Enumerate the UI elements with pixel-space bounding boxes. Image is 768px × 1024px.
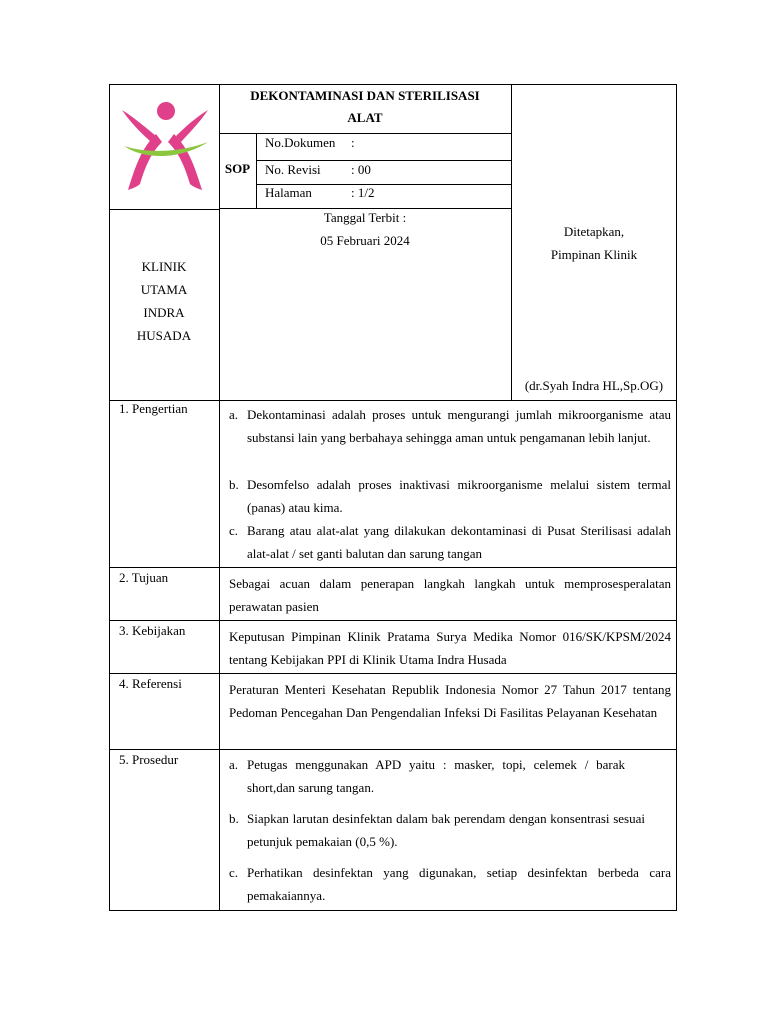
section-label-referensi: 4. Referensi: [119, 676, 182, 691]
prosedur-text-b: Siapkan larutan desinfektan dalam bak perendam dengan konsentrasi sesuai petunjuk pemakaian (0,5 %).: [247, 811, 645, 849]
sop-label: SOP: [224, 161, 251, 176]
prosedur-marker-c: c.: [229, 865, 239, 880]
pengertian-marker-c: c.: [229, 523, 239, 538]
pengertian-marker-b: b.: [229, 477, 239, 492]
pengertian-text-b: Desomfelso adalah proses inaktivasi mikroorganisme melalui sistem termal (panas) atau kima.: [247, 477, 671, 515]
prosedur-text-c: Perhatikan desinfektan yang digunakan, setiap desinfektan berbeda cara pemakaiannya.: [247, 865, 671, 903]
doc-title-line2: ALAT: [347, 110, 383, 125]
tanggal-terbit-value: 05 Februari 2024: [320, 233, 410, 248]
halaman-value: : 1/2: [351, 185, 375, 200]
no-dokumen-value: :: [351, 135, 355, 150]
prosedur-item-b: [229, 807, 645, 853]
pimpinan-label: Pimpinan Klinik: [550, 247, 638, 262]
logo-bottom-line: [109, 209, 220, 210]
prosedur-item-c: [229, 861, 671, 907]
clinic-name-line2: UTAMA: [140, 282, 188, 297]
kebijakan-text: Keputusan Pimpinan Klinik Pratama Surya Medika Nomor 016/SK/KPSM/2024 tentang Kebijakan PPI di Klinik Utama Indra Husada: [229, 629, 671, 667]
title-bottom-line: [219, 133, 512, 134]
pengertian-marker-a: a.: [229, 407, 239, 422]
section-label-tujuan: 2. Tujuan: [119, 570, 169, 585]
row-line-kebijakan: [109, 620, 677, 621]
clinic-name-line4: HUSADA: [136, 328, 192, 343]
pengertian-item-c: [229, 519, 671, 565]
section-label-pengertian: 1. Pengertian: [119, 401, 188, 416]
no-revisi-value: : 00: [351, 162, 371, 177]
row-line-referensi: [109, 673, 677, 674]
logo-left-body: [128, 134, 162, 190]
clinic-logo: [118, 98, 212, 196]
pengertian-item-a: [229, 403, 671, 472]
header-bottom-line: [109, 400, 677, 401]
section-label-prosedur: 5. Prosedur: [119, 752, 179, 767]
logo-head: [157, 102, 175, 120]
pengertian-item-b: [229, 473, 671, 519]
clinic-name-line1: KLINIK: [141, 259, 187, 274]
logo-right-arm: [176, 110, 208, 142]
logo-swoosh: [124, 142, 208, 156]
row-line-prosedur: [109, 749, 677, 750]
doc-title-line1: DEKONTAMINASI DAN STERILISASI: [250, 88, 480, 103]
sop-col-divider: [256, 133, 257, 209]
pengertian-text-a: Dekontaminasi adalah proses untuk mengurangi jumlah mikroorganisme atau substansi lain yang berbahaya sehingga aman untuk pengamanan lebih lanjut.: [247, 407, 671, 445]
referensi-text: Peraturan Menteri Kesehatan Republik Indonesia Nomor 27 Tahun 2017 tentang Pedoman Pencegahan Dan Pengendalian Infeksi Di Fasilitas Pelayanan Kesehatan: [229, 682, 671, 720]
clinic-name-line3: INDRA: [143, 305, 185, 320]
tanggal-terbit-label: Tanggal Terbit :: [323, 210, 407, 225]
ditetapkan-label: Ditetapkan,: [563, 224, 625, 239]
logo-left-arm: [122, 110, 156, 142]
prosedur-item-a: [229, 753, 625, 799]
signatory-name: (dr.Syah Indra HL,Sp.OG): [524, 378, 664, 393]
no-dokumen-label: No.Dokumen: [265, 135, 336, 150]
row-line-tujuan: [109, 567, 677, 568]
section-label-kebijakan: 3. Kebijakan: [119, 623, 186, 638]
pengertian-text-c: Barang atau alat-alat yang dilakukan dekontaminasi di Pusat Sterilisasi adalah alat-alat / set ganti balutan dan sarung tangan: [247, 523, 671, 561]
prosedur-text-a: Petugas menggunakan APD yaitu : masker, topi, celemek / barak short,dan sarung tangan.: [247, 757, 625, 795]
prosedur-marker-a: a.: [229, 757, 239, 772]
no-revisi-label: No. Revisi: [265, 162, 321, 177]
halaman-label: Halaman: [265, 185, 312, 200]
prosedur-marker-b: b.: [229, 811, 239, 826]
tujuan-text: Sebagai acuan dalam penerapan langkah langkah untuk memprosesperalatan perawatan pasien: [229, 576, 671, 614]
logo-right-body: [168, 134, 202, 190]
